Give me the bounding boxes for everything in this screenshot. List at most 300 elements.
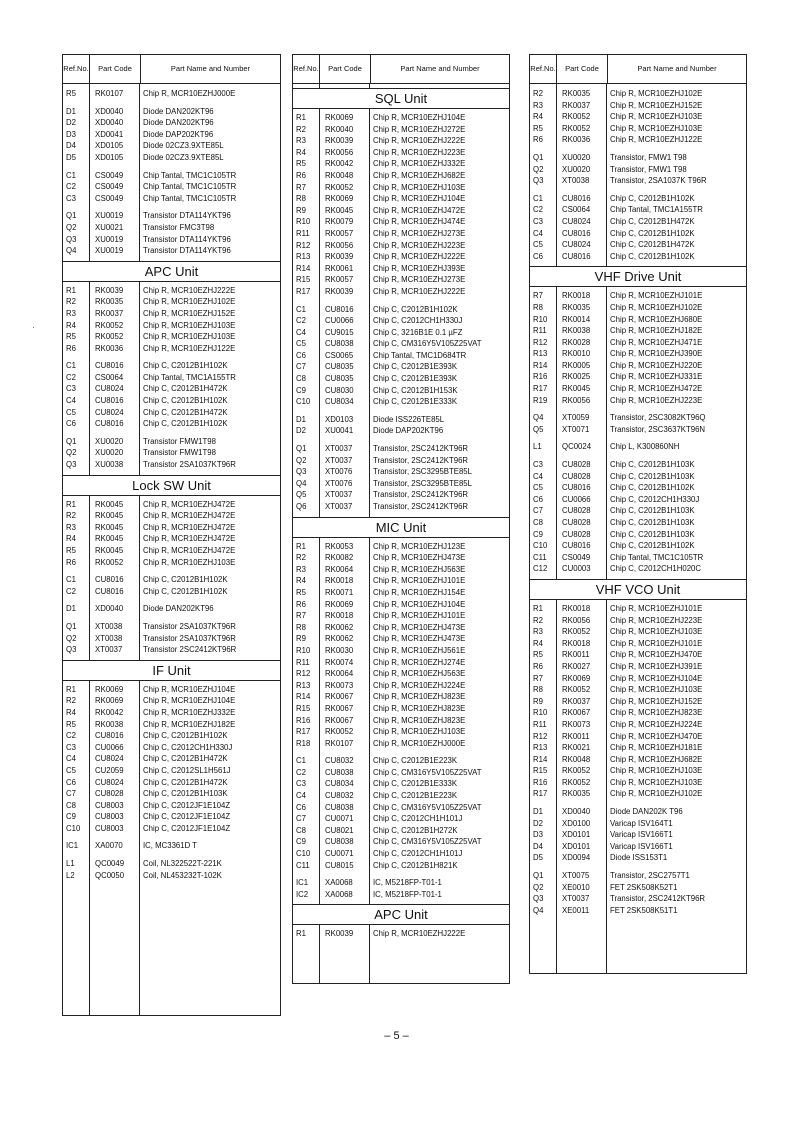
part-row bbox=[63, 811, 280, 823]
ref-no: R1 bbox=[66, 285, 76, 295]
part-name: Chip R, MCR10EZHJ222E bbox=[373, 286, 466, 296]
header-ref-line2: No. bbox=[307, 64, 319, 73]
part-code: CU0066 bbox=[95, 742, 124, 752]
ref-no: C3 bbox=[66, 193, 76, 203]
part-code: CU8028 bbox=[562, 471, 591, 481]
ref-no: R17 bbox=[533, 789, 548, 799]
part-row bbox=[63, 621, 280, 633]
ref-no: Q1 bbox=[66, 211, 77, 221]
part-code: RK0018 bbox=[562, 603, 591, 613]
part-code: CS0065 bbox=[325, 350, 354, 360]
part-code: RK0052 bbox=[95, 332, 124, 342]
part-name: Chip R, MCR10EZHJ182E bbox=[610, 326, 703, 336]
ref-no: C10 bbox=[66, 823, 81, 833]
part-name: Chip R, MCR10EZHJ122E bbox=[610, 135, 703, 145]
part-code: XT0075 bbox=[562, 871, 590, 881]
ref-no: R3 bbox=[66, 308, 76, 318]
part-code: CU8028 bbox=[562, 460, 591, 470]
part-row bbox=[293, 848, 509, 860]
part-name: Chip C, C2012SL1H561J bbox=[143, 765, 231, 775]
ref-no: Q2 bbox=[296, 455, 307, 465]
part-code: XU0019 bbox=[95, 234, 124, 244]
part-code: RK0074 bbox=[325, 657, 354, 667]
ref-no: R3 bbox=[66, 522, 76, 532]
part-row bbox=[63, 522, 280, 534]
part-code: XD0103 bbox=[325, 414, 354, 424]
part-row bbox=[63, 788, 280, 800]
part-name: Chip R, MCR10EZHJ103E bbox=[610, 123, 703, 133]
part-name: Chip R, MCR10EZHJ470E bbox=[610, 731, 703, 741]
ref-no: C4 bbox=[533, 471, 543, 481]
part-row bbox=[293, 361, 509, 373]
part-name: Chip C, C2012B1E333K bbox=[373, 397, 458, 407]
part-code: RK0018 bbox=[562, 291, 591, 301]
part-code: CU8016 bbox=[95, 361, 124, 371]
part-code: XT0037 bbox=[325, 490, 353, 500]
part-code: XD0100 bbox=[562, 818, 591, 828]
part-name: Chip R, MCR10EZHJ103E bbox=[373, 727, 466, 737]
part-code: RK0052 bbox=[562, 627, 591, 637]
part-name: Chip C, C2012B1H472K bbox=[610, 216, 695, 226]
ref-no: Q3 bbox=[533, 894, 544, 904]
ref-no: R17 bbox=[296, 286, 311, 296]
part-code: RK0067 bbox=[325, 692, 354, 702]
part-row bbox=[63, 800, 280, 812]
ref-no: D2 bbox=[66, 118, 76, 128]
margin-mark: · bbox=[32, 322, 35, 332]
part-row bbox=[63, 436, 280, 448]
part-name: Chip R, MCR10EZHJ561E bbox=[373, 645, 466, 655]
part-code: RK0057 bbox=[325, 275, 354, 285]
part-code: XA0068 bbox=[325, 878, 353, 888]
ref-no: R1 bbox=[533, 603, 543, 613]
part-name: Chip C, C2012CH1H101J bbox=[373, 849, 463, 859]
part-name: Diode DAN202KT96 bbox=[143, 106, 214, 116]
ref-no: R14 bbox=[296, 692, 311, 702]
part-row bbox=[530, 505, 746, 517]
part-name: Chip R, MCR10EZHJ472E bbox=[143, 499, 236, 509]
header-ref-line1: Ref. bbox=[63, 64, 78, 73]
ref-no: D3 bbox=[533, 830, 543, 840]
part-row bbox=[63, 152, 280, 164]
part-name: Chip R, MCR10EZHJ473E bbox=[373, 622, 466, 632]
part-row bbox=[530, 742, 746, 754]
part-name: Chip Tantal, TMC1D684TR bbox=[373, 350, 467, 360]
part-code: RK0039 bbox=[325, 252, 354, 262]
part-code: RK0069 bbox=[95, 684, 124, 694]
part-row bbox=[63, 181, 280, 193]
part-name: FET 2SK508K52T1 bbox=[610, 882, 678, 892]
part-row bbox=[530, 661, 746, 673]
part-name: Chip C, C2012B1H102K bbox=[143, 419, 228, 429]
ref-no: Q4 bbox=[533, 905, 544, 915]
part-row bbox=[63, 129, 280, 141]
part-code: CU8016 bbox=[95, 731, 124, 741]
ref-no: Q2 bbox=[66, 448, 77, 458]
part-code: XD0040 bbox=[95, 106, 124, 116]
part-name: Transistor, 2SC3295BTE85L bbox=[373, 478, 472, 488]
part-code: CS0049 bbox=[562, 552, 591, 562]
ref-no: C8 bbox=[296, 825, 306, 835]
part-row bbox=[63, 707, 280, 719]
part-name: Transistor, 2SA1037K T96R bbox=[610, 176, 707, 186]
part-row bbox=[293, 182, 509, 194]
part-name: IC, MC3361D T bbox=[143, 841, 198, 851]
part-name: IC, M5218FP-T01-1 bbox=[373, 889, 442, 899]
part-row bbox=[530, 673, 746, 685]
ref-no: R2 bbox=[533, 615, 543, 625]
part-row bbox=[63, 684, 280, 696]
part-code: RK0064 bbox=[325, 564, 354, 574]
part-row bbox=[63, 106, 280, 118]
table-header bbox=[293, 55, 509, 84]
ref-no: C8 bbox=[296, 374, 306, 384]
part-code: CS0064 bbox=[95, 372, 124, 382]
ref-no: R3 bbox=[533, 100, 543, 110]
part-name: Chip C, C2012JF1E104Z bbox=[143, 800, 231, 810]
part-code: RK0057 bbox=[325, 228, 354, 238]
ref-no: D1 bbox=[296, 414, 306, 424]
part-row bbox=[293, 552, 509, 564]
ref-no: Q3 bbox=[66, 460, 77, 470]
part-name: Chip R, MCR10EZHJ472E bbox=[610, 384, 703, 394]
part-code: RK0107 bbox=[325, 738, 354, 748]
ref-no: Q3 bbox=[533, 176, 544, 186]
part-code: RK0045 bbox=[95, 511, 124, 521]
part-code: CU8024 bbox=[95, 384, 124, 394]
part-name: Chip R, MCR10EZHJ472E bbox=[373, 205, 466, 215]
part-row bbox=[530, 204, 746, 216]
ref-no: C3 bbox=[533, 216, 543, 226]
part-row bbox=[63, 447, 280, 459]
part-row bbox=[293, 228, 509, 240]
ref-no: C3 bbox=[533, 460, 543, 470]
part-row bbox=[530, 216, 746, 228]
part-code: CU0071 bbox=[325, 849, 354, 859]
ref-no: R15 bbox=[533, 766, 548, 776]
part-code: RK0045 bbox=[95, 499, 124, 509]
part-row bbox=[530, 552, 746, 564]
ref-no: Q1 bbox=[533, 871, 544, 881]
part-name: Chip R, MCR10EZHJ104E bbox=[610, 673, 703, 683]
part-code: CU8003 bbox=[95, 812, 124, 822]
header-part-name: Part Name and Number bbox=[170, 64, 251, 73]
part-name: Transistor, 2SC2757T1 bbox=[610, 871, 690, 881]
part-row bbox=[63, 574, 280, 586]
part-row bbox=[293, 147, 509, 159]
part-row bbox=[530, 100, 746, 112]
part-row bbox=[530, 777, 746, 789]
part-name: Chip R, MCR10EZHJ103E bbox=[610, 685, 703, 695]
ref-no: R5 bbox=[296, 587, 306, 597]
ref-no: Q1 bbox=[533, 152, 544, 162]
part-code: RK0071 bbox=[325, 587, 354, 597]
part-row bbox=[63, 557, 280, 569]
part-code: XT0037 bbox=[325, 444, 353, 454]
part-name: Chip C, C2012B1H102K bbox=[610, 228, 695, 238]
part-row bbox=[530, 615, 746, 627]
part-row bbox=[530, 638, 746, 650]
part-code: CU8034 bbox=[325, 397, 354, 407]
part-name: Chip R, MCR10EZHJ823E bbox=[610, 708, 703, 718]
part-name: Chip C, C2012B1H102K bbox=[610, 251, 695, 261]
part-name: Chip Tantal, TMC1A155TR bbox=[143, 372, 236, 382]
part-row bbox=[63, 320, 280, 332]
part-name: Chip C, C2012B1E393K bbox=[373, 362, 458, 372]
ref-no: Q6 bbox=[296, 502, 307, 511]
ref-no: C11 bbox=[296, 860, 310, 870]
part-code: RK0082 bbox=[325, 553, 354, 563]
part-row bbox=[63, 730, 280, 742]
part-name: Chip C, C2012B1E223K bbox=[373, 791, 458, 801]
part-code: RK0048 bbox=[562, 754, 591, 764]
part-name: Chip R, MCR10EZHJ101E bbox=[610, 638, 703, 648]
part-row bbox=[293, 501, 509, 513]
part-name: Coil, NL453232T-102K bbox=[143, 870, 222, 880]
part-name: Chip C, C2012B1H102K bbox=[610, 541, 695, 551]
ref-no: C2 bbox=[66, 731, 76, 741]
part-row bbox=[293, 610, 509, 622]
part-code: XU0020 bbox=[562, 164, 591, 174]
part-row bbox=[530, 563, 746, 575]
ref-no: C2 bbox=[533, 205, 543, 215]
part-code: XD0105 bbox=[95, 141, 124, 151]
part-name: Chip R, MCR10EZHJ152E bbox=[610, 100, 703, 110]
part-code: XU0038 bbox=[95, 460, 124, 470]
part-name: Chip C, C2012B1H102K bbox=[610, 193, 695, 203]
part-row bbox=[293, 466, 509, 478]
part-row bbox=[293, 680, 509, 692]
ref-no: R10 bbox=[296, 217, 311, 227]
part-name: Chip C, CM316Y5V105Z25VAT bbox=[373, 802, 482, 812]
ref-no: C6 bbox=[296, 350, 306, 360]
ref-no: R8 bbox=[296, 194, 306, 204]
part-row bbox=[530, 314, 746, 326]
part-row bbox=[293, 135, 509, 147]
part-row bbox=[63, 210, 280, 222]
ref-no: C8 bbox=[533, 518, 543, 527]
part-row bbox=[63, 603, 280, 615]
part-code: CS0049 bbox=[95, 193, 124, 203]
ref-no: C1 bbox=[66, 170, 76, 180]
ref-no: R11 bbox=[296, 228, 310, 238]
ref-no: C2 bbox=[296, 316, 306, 326]
part-code: CU8016 bbox=[562, 193, 591, 203]
part-row bbox=[63, 383, 280, 395]
part-name: Chip R, MCR10EZHJ471E bbox=[610, 337, 703, 347]
part-name: Chip R, MCR10EZHJ472E bbox=[143, 522, 236, 532]
part-code: CU8016 bbox=[95, 396, 124, 406]
part-row bbox=[530, 517, 746, 529]
part-row bbox=[293, 216, 509, 228]
part-name: Chip Tantal, TMC1C105TR bbox=[610, 552, 704, 562]
part-row bbox=[63, 308, 280, 320]
part-row bbox=[293, 385, 509, 397]
part-code: RK0039 bbox=[325, 286, 354, 296]
part-code: CU8016 bbox=[95, 419, 124, 429]
part-code: RK0021 bbox=[562, 743, 591, 753]
part-name: Chip R, MCR10EZHJ331E bbox=[610, 372, 703, 382]
part-name: Chip C, C2012B1H153K bbox=[373, 385, 458, 395]
part-name: Chip R, MCR10EZHJ102E bbox=[143, 297, 236, 307]
part-code: XU0019 bbox=[95, 211, 124, 221]
part-row bbox=[293, 564, 509, 576]
ref-no: R9 bbox=[533, 696, 543, 706]
part-name: Chip C, C2012JF1E104Z bbox=[143, 812, 231, 822]
ref-no: D5 bbox=[66, 152, 76, 162]
part-name: Chip R, MCR10EZHJ823E bbox=[373, 715, 466, 725]
part-name: Chip C, CM316Y5V105Z25VAT bbox=[373, 837, 482, 847]
part-name: Chip C, 3216B1E 0.1 µFZ bbox=[373, 327, 463, 337]
part-name: Chip R, MCR10EZHJ101E bbox=[610, 291, 703, 301]
ref-no: R5 bbox=[66, 719, 76, 729]
part-row bbox=[530, 649, 746, 661]
ref-no: C10 bbox=[533, 541, 548, 551]
part-name: Chip C, C2012B1H102K bbox=[610, 483, 695, 493]
ref-no: Q2 bbox=[533, 164, 544, 174]
part-row bbox=[530, 818, 746, 830]
ref-no: R7 bbox=[533, 291, 543, 301]
ref-no: D5 bbox=[533, 853, 543, 863]
ref-no: C7 bbox=[296, 362, 306, 372]
part-row bbox=[530, 603, 746, 615]
part-row bbox=[530, 482, 746, 494]
part-code: RK0018 bbox=[562, 638, 591, 648]
ref-no: R4 bbox=[296, 576, 306, 586]
part-row bbox=[293, 691, 509, 703]
part-code: RK0062 bbox=[325, 634, 354, 644]
part-row bbox=[293, 443, 509, 455]
part-code: CU8016 bbox=[562, 251, 591, 261]
part-code: RK0056 bbox=[325, 240, 354, 250]
part-name: Chip R, MCR10EZHJ103E bbox=[610, 766, 703, 776]
part-code: RK0045 bbox=[562, 384, 591, 394]
ref-no: C2 bbox=[66, 372, 76, 382]
part-code: RK0069 bbox=[325, 599, 354, 609]
part-code: CU0066 bbox=[562, 494, 591, 504]
ref-no: R5 bbox=[66, 89, 76, 98]
part-code: RK0048 bbox=[325, 170, 354, 180]
ref-no: C2 bbox=[66, 586, 76, 596]
part-code: RK0107 bbox=[95, 89, 124, 98]
part-name: Chip C, C2012B1E393K bbox=[373, 374, 458, 384]
part-code: CU2059 bbox=[95, 765, 124, 775]
ref-no: C6 bbox=[296, 802, 306, 812]
part-name: Chip C, C2012B1E223K bbox=[373, 756, 458, 766]
part-row bbox=[530, 441, 746, 453]
part-row bbox=[63, 360, 280, 372]
ref-no: D1 bbox=[533, 807, 543, 817]
part-code: RK0036 bbox=[95, 343, 124, 353]
header-part-code: Part Code bbox=[90, 55, 141, 83]
part-code: XT0038 bbox=[562, 176, 590, 186]
part-name: Chip C, C2012CH1H330J bbox=[610, 494, 700, 504]
part-name: Chip R, MCR10EZHJ103E bbox=[373, 182, 466, 192]
part-name: Transistor FMW1T98 bbox=[143, 436, 216, 446]
part-code: RK0036 bbox=[562, 135, 591, 145]
part-name: Chip R, MCR10EZHJ103E bbox=[143, 332, 236, 342]
part-name: Chip R, MCR10EZHJ122E bbox=[143, 343, 236, 353]
ref-no: R15 bbox=[296, 703, 311, 713]
part-name: Transistor 2SC2412KT96R bbox=[143, 645, 237, 655]
part-row bbox=[293, 170, 509, 182]
part-row bbox=[63, 840, 280, 852]
part-row bbox=[63, 459, 280, 471]
part-code: CU8028 bbox=[562, 506, 591, 516]
part-code: XD0040 bbox=[95, 118, 124, 128]
ref-no: D2 bbox=[296, 426, 306, 436]
ref-no: R10 bbox=[533, 708, 548, 718]
part-row bbox=[63, 372, 280, 384]
ref-no: Q2 bbox=[533, 882, 544, 892]
part-name: Chip R, MCR10EZHJ102E bbox=[610, 789, 703, 799]
part-code: RK0052 bbox=[562, 112, 591, 122]
part-row bbox=[293, 633, 509, 645]
ref-no: R9 bbox=[296, 205, 306, 215]
part-row bbox=[63, 633, 280, 645]
ref-no: C9 bbox=[296, 385, 306, 395]
part-row bbox=[63, 170, 280, 182]
part-code: RK0073 bbox=[562, 719, 591, 729]
part-name: Chip R, MCR10EZHJ472E bbox=[143, 511, 236, 521]
part-code: CU8035 bbox=[325, 362, 354, 372]
part-name: Chip R, MCR10EZHJ222E bbox=[373, 252, 466, 262]
header-ref bbox=[530, 55, 557, 83]
part-code: CS0049 bbox=[95, 170, 124, 180]
header-ref-line2: No. bbox=[77, 64, 89, 73]
part-code: RK0067 bbox=[325, 715, 354, 725]
part-name: IC, M5218FP-T01-1 bbox=[373, 878, 442, 888]
part-name: Chip R, MCR10EZHJ390E bbox=[610, 349, 703, 359]
part-name: Chip R, MCR10EZHJ104E bbox=[373, 599, 466, 609]
part-code: RK0067 bbox=[325, 703, 354, 713]
ref-no: R11 bbox=[296, 657, 310, 667]
part-row bbox=[530, 424, 746, 436]
ref-no: IC1 bbox=[66, 841, 79, 851]
part-row bbox=[63, 140, 280, 152]
part-name: Chip R, MCR10EZHJ273E bbox=[373, 228, 466, 238]
ref-no: Q2 bbox=[66, 222, 77, 232]
part-row bbox=[293, 286, 509, 298]
part-code: RK0052 bbox=[562, 123, 591, 133]
ref-no: R14 bbox=[296, 263, 311, 273]
parts-column-3 bbox=[529, 54, 747, 974]
part-name: Chip R, MCR10EZHJ224E bbox=[373, 680, 466, 690]
part-row bbox=[293, 304, 509, 316]
ref-no: C1 bbox=[66, 361, 76, 371]
part-name: Chip C, C2012JF1E104Z bbox=[143, 823, 231, 833]
ref-no: Q4 bbox=[66, 246, 77, 256]
part-code: CU8024 bbox=[95, 777, 124, 787]
part-code: CU8035 bbox=[325, 374, 354, 384]
part-name: Transistor FMW1T98 bbox=[143, 448, 216, 458]
part-name: Chip C, C2012B1H472K bbox=[143, 384, 228, 394]
part-code: CU8003 bbox=[95, 800, 124, 810]
part-code: CU8028 bbox=[562, 518, 591, 527]
ref-no: C1 bbox=[296, 304, 306, 314]
part-row bbox=[293, 124, 509, 136]
ref-no: R6 bbox=[533, 135, 543, 145]
part-code: XA0068 bbox=[325, 889, 353, 899]
part-name: Chip C, CM316Y5V105Z25VAT bbox=[373, 339, 482, 349]
ref-no: C5 bbox=[66, 407, 76, 417]
part-row bbox=[530, 395, 746, 407]
part-name: Chip R, MCR10EZHJ222E bbox=[373, 929, 466, 939]
part-row bbox=[293, 396, 509, 408]
ref-no: R5 bbox=[66, 546, 76, 555]
part-name: Chip R, MCR10EZHJ000E bbox=[143, 89, 236, 98]
part-name: Chip C, C2012B1H103K bbox=[610, 460, 695, 470]
